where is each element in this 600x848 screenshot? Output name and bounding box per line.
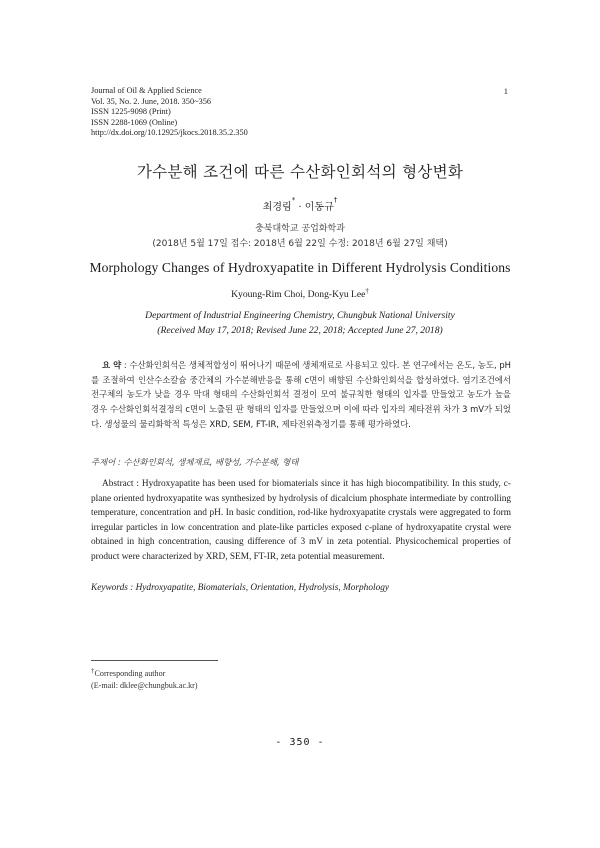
author-separator: ·: [295, 202, 305, 213]
english-keywords: [91, 583, 511, 593]
english-title: Morphology Changes of Hydroxyapatite in Different Hydrolysis Conditions: [89, 260, 511, 275]
author-first-ko: 최경림: [262, 202, 292, 213]
corresponding-mark-en: †: [365, 287, 369, 295]
author-names-en: Kyoung-Rim Choi, Dong-Kyu Lee: [231, 289, 366, 300]
journal-name: Journal of Oil & Applied Science: [91, 86, 202, 95]
english-abstract-label: Abstract: [102, 479, 134, 489]
korean-abstract: [91, 358, 511, 432]
footnote-mark: †: [91, 667, 95, 675]
footnote-author-text: Corresponding author: [94, 669, 166, 678]
english-dates: (Received May 17, 2018; Revised June 22, 2018; Accepted June 27, 2018): [157, 325, 443, 336]
author-second-mark: †: [333, 196, 338, 204]
journal-volume: Vol. 35, No. 2. June, 2018. 350~356: [91, 96, 212, 106]
korean-keywords-text: 수산화인회석, 생체재료, 배향성, 가수분해, 형태: [123, 457, 299, 467]
korean-keywords-label: 주제어: [91, 457, 116, 467]
korean-abstract-separator: :: [121, 360, 130, 370]
english-keywords-text: Hydroxyapatite, Biomaterials, Orientation, Hydrolysis, Morphology: [135, 583, 389, 593]
korean-keywords: [91, 456, 511, 468]
english-authors: [0, 289, 600, 300]
page-number-top: 1: [503, 86, 508, 96]
english-keywords-separator: :: [127, 583, 136, 593]
english-abstract: [91, 477, 511, 565]
korean-abstract-text: 수산화인회석은 생체적합성이 뛰어나기 때문에 생체재료로 사용되고 있다. 본 연구에서는 온도, 농도, pH를 조절하여 인산수소칼슘 중간체의 가수분해반응을 통해 c면이 배향된 수산화인회석을 합성하였다. 염기조건에서 전구체의 농도가 낮을 경우 막대 형태의 수산화인회석 결정이 모여 불규칙한 형태의 입자를 만들었고 농도가 높을 경우 수산화인회석결정의 c면이 노출된 판 형태의 입자를 만들었으며 이에 따라 입자의 제타전위 차가 3 mV가 되었다. 생성물의 물리화학적 특성은 XRD, SEM, FT-IR, 제타전위측정기를 통해 평가하였다.: [91, 360, 511, 429]
korean-affiliation: 충북대학교 공업화학과: [255, 224, 345, 234]
issn-online: ISSN 2288-1069 (Online): [91, 117, 178, 127]
korean-keywords-separator: :: [115, 457, 124, 467]
english-affiliation: Department of Industrial Engineering Chemistry, Chungbuk National University: [145, 310, 455, 321]
footnote-author-line: [91, 668, 198, 680]
korean-title: 가수분해 조건에 따른 수산화인회석의 형상변화: [136, 163, 464, 181]
footnote: [91, 668, 198, 692]
footnote-email[interactable]: (E-mail: dklee@chungbuk.ac.kr): [91, 680, 198, 690]
author-second-ko: 이동규: [304, 202, 334, 213]
korean-authors: [0, 198, 600, 213]
english-abstract-separator: :: [133, 479, 142, 489]
author-first-mark: *: [291, 196, 296, 204]
english-abstract-text: Hydroxyapatite has been used for biomaterials since it has high biocompatibility. In this study, c-plane oriented hydroxyapatite was synthesized by hydrolysis of dicalcium phosphate intermediate by controlling temperature, concentration and pH. In basic condition, rod-like hydroxyapatite crystals were aggregated to form irregular particles in low concentration and plate-like particles exposed c-plane of hydroxyapatite crystal were obtained in high concentration, causing difference of 3 mV in zeta potential. Physicochemical properties of product were characterized by XRD, SEM, FT-IR, zeta potential measurement.: [91, 479, 511, 562]
english-keywords-label: Keywords: [91, 583, 128, 593]
issn-print: ISSN 1225-9098 (Print): [91, 107, 171, 117]
korean-dates: (2018년 5월 17일 접수: 2018년 6월 22일 수정: 2018년 6월 27일 채택): [152, 239, 448, 249]
korean-abstract-label: 요 약: [102, 360, 122, 370]
page-number-bottom: - 350 -: [275, 737, 325, 748]
footnote-divider: [91, 660, 218, 661]
doi-link[interactable]: http://dx.doi.org/10.12925/jkocs.2018.35.2.350: [91, 128, 248, 138]
journal-header: [91, 86, 511, 139]
